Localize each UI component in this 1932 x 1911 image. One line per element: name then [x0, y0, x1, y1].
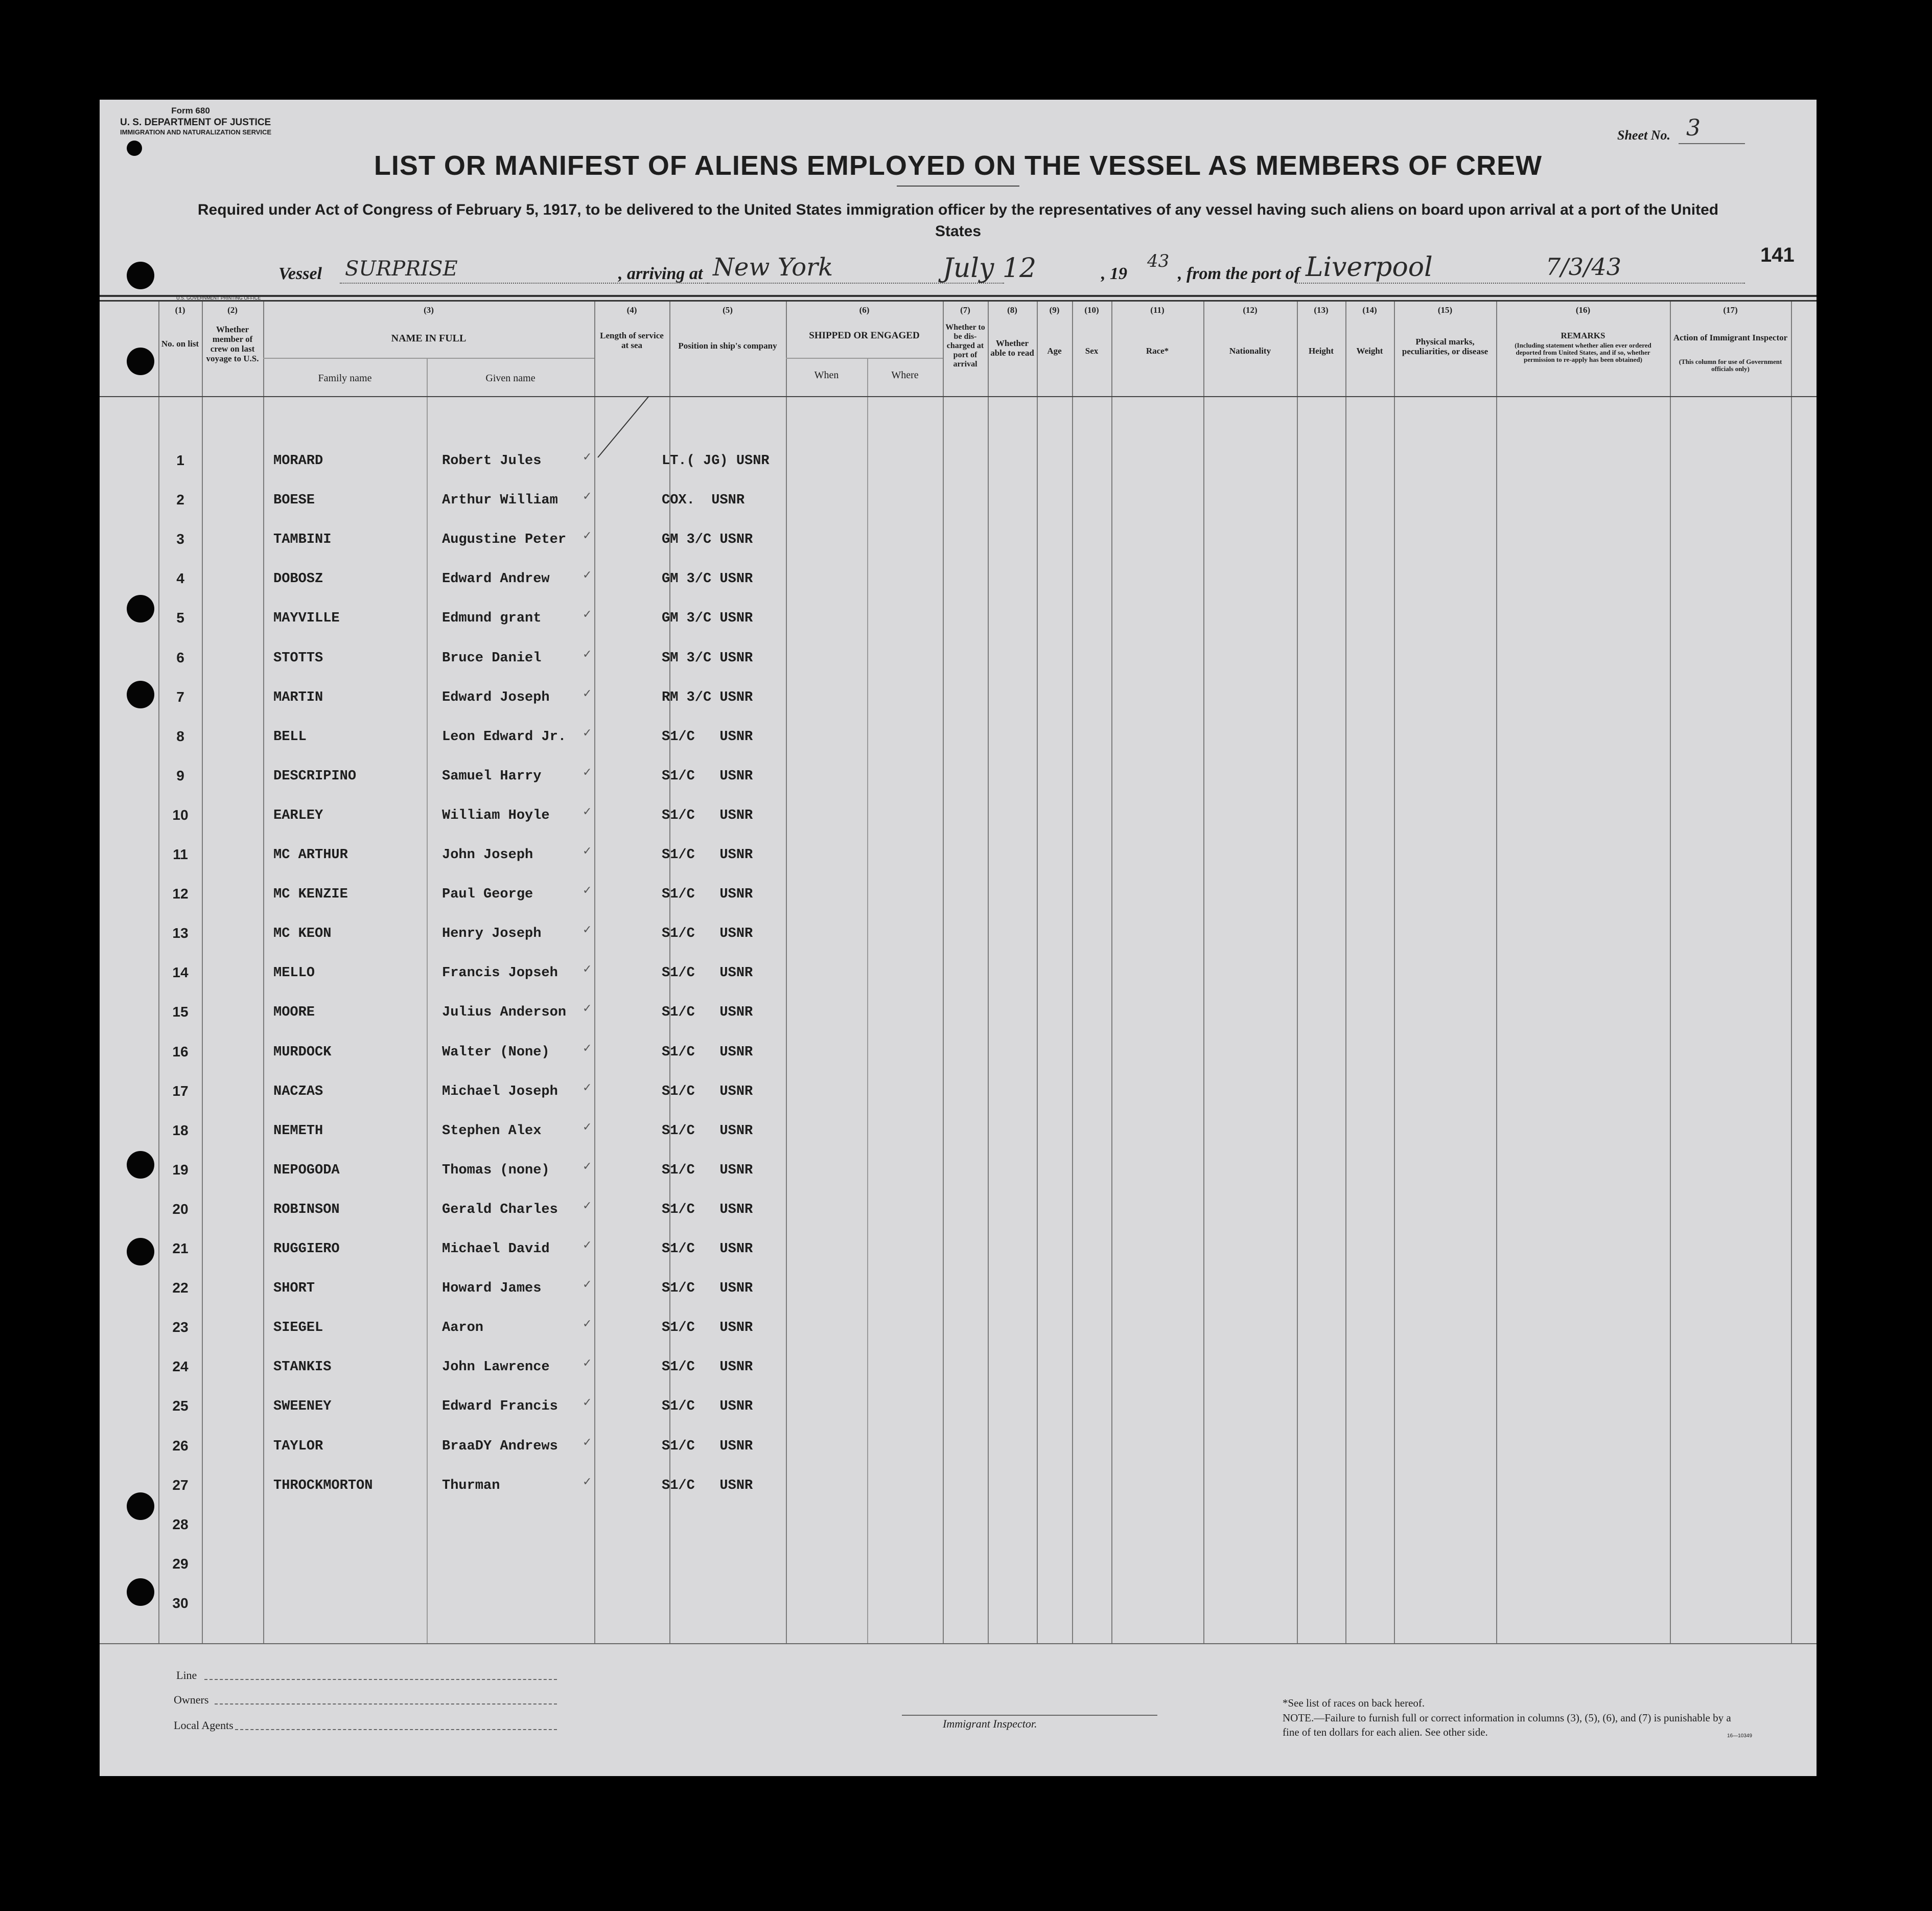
given-name: William Hoyle	[442, 808, 550, 823]
table-row	[100, 689, 1817, 709]
footer-race-note: *See list of races on back hereof.	[1283, 1697, 1425, 1709]
subheader-when: When	[814, 370, 839, 381]
table-row	[100, 1516, 1817, 1537]
given-name: Aaron	[442, 1320, 484, 1336]
col-header-discharged: Whether to be dis-charged at port of arrival	[945, 323, 985, 369]
col-num-16: (16)	[1575, 305, 1591, 315]
col-num-2: (2)	[227, 305, 238, 315]
family-name: MC KENZIE	[273, 887, 348, 902]
col-num-3: (3)	[424, 305, 434, 315]
row-number: 10	[172, 807, 189, 823]
col-num-10: (10)	[1084, 305, 1099, 315]
col-num-13: (13)	[1314, 305, 1329, 315]
row-number: 27	[172, 1477, 189, 1493]
given-name: Gerald Charles	[442, 1202, 558, 1217]
table-row	[100, 1595, 1817, 1616]
check-mark: ✓	[583, 844, 592, 857]
arriving-label: , arriving at	[618, 264, 703, 283]
binder-hole	[127, 595, 154, 623]
check-mark: ✓	[583, 568, 592, 581]
family-name: EARLEY	[273, 808, 323, 823]
col-header-weight: Weight	[1356, 346, 1383, 356]
col-header-race: Race*	[1146, 346, 1169, 356]
family-name: NEMETH	[273, 1123, 323, 1139]
given-name: Robert Jules	[442, 453, 542, 469]
family-name: SWEENEY	[273, 1399, 332, 1414]
arrival-year: 43	[1147, 251, 1170, 271]
table-row	[100, 728, 1817, 749]
table-row	[100, 570, 1817, 591]
row-number: 21	[172, 1240, 189, 1256]
table-row	[100, 886, 1817, 906]
col-header-service-length: Length of service at sea	[600, 331, 664, 350]
footer-owners-label: Owners	[174, 1693, 209, 1706]
row-number: 12	[172, 886, 189, 902]
given-name: Leon Edward Jr.	[442, 729, 567, 745]
check-mark: ✓	[583, 648, 592, 660]
arrival-port: New York	[713, 253, 833, 282]
form-number: Form 680	[171, 106, 210, 116]
given-name: John Joseph	[442, 847, 533, 863]
family-name: MELLO	[273, 965, 315, 981]
check-mark: ✓	[583, 1356, 592, 1369]
arrival-date: July 12	[943, 253, 1037, 284]
check-mark: ✓	[583, 923, 592, 936]
table-row	[100, 1280, 1817, 1300]
col-header-position: Position in ship's company	[678, 341, 777, 351]
table-row	[100, 650, 1817, 670]
family-name: MC KEON	[273, 926, 332, 941]
check-mark: ✓	[583, 1238, 592, 1251]
given-name: Francis Jopseh	[442, 965, 558, 981]
given-name: Michael David	[442, 1241, 550, 1257]
position: S1/C USNR	[662, 1005, 753, 1020]
binder-hole	[127, 262, 154, 289]
position: LT.( JG) USNR	[662, 453, 770, 469]
table-row	[100, 846, 1817, 867]
check-mark: ✓	[583, 1396, 592, 1409]
check-mark: ✓	[583, 529, 592, 542]
row-number: 9	[176, 768, 184, 784]
family-name: BELL	[273, 729, 307, 745]
given-name: Edmund grant	[442, 611, 542, 626]
col-header-sex: Sex	[1085, 346, 1099, 356]
table-row	[100, 807, 1817, 827]
row-number: 14	[172, 964, 189, 980]
position: SM 3/C USNR	[662, 651, 753, 666]
row-number: 25	[172, 1398, 189, 1414]
row-number: 22	[172, 1280, 189, 1296]
table-row	[100, 925, 1817, 946]
position: S1/C USNR	[662, 808, 753, 823]
row-number: 13	[172, 925, 189, 941]
col-num-6: (6)	[859, 305, 870, 315]
check-mark: ✓	[583, 884, 592, 896]
vessel-label: Vessel	[278, 264, 322, 283]
col-header-name: NAME IN FULL	[391, 333, 467, 344]
table-row	[100, 610, 1817, 630]
table-row	[100, 1122, 1817, 1143]
position: S1/C USNR	[662, 1123, 753, 1139]
col-num-4: (4)	[626, 305, 637, 315]
row-number: 28	[172, 1516, 189, 1532]
position: S1/C USNR	[662, 1045, 753, 1060]
check-mark: ✓	[583, 1475, 592, 1488]
given-name: Julius Anderson	[442, 1005, 567, 1020]
col-num-12: (12)	[1243, 305, 1258, 315]
table-row	[100, 1162, 1817, 1182]
given-name: Michael Joseph	[442, 1084, 558, 1099]
form-subtitle: Required under Act of Congress of February 5, 1917, to be delivered to the United States immigration officer by the representatives of any vessel having such aliens on board upon arrival at a port of the United States	[197, 201, 1719, 240]
subheader-given-name: Given name	[485, 373, 536, 384]
position: S1/C USNR	[662, 769, 753, 784]
department-name: U. S. DEPARTMENT OF JUSTICE	[120, 117, 271, 128]
given-name: Edward Joseph	[442, 690, 550, 705]
family-name: TAMBINI	[273, 532, 332, 547]
check-mark: ✓	[583, 1002, 592, 1015]
col-header-action: Action of Immigrant Inspector	[1673, 333, 1788, 342]
footer-agents-label: Local Agents	[174, 1719, 234, 1732]
service-name: IMMIGRATION AND NATURALIZATION SERVICE	[120, 128, 272, 136]
position: S1/C USNR	[662, 965, 753, 981]
check-mark: ✓	[583, 805, 592, 818]
row-number: 18	[172, 1122, 189, 1138]
position: S1/C USNR	[662, 729, 753, 745]
binder-hole	[127, 1238, 154, 1265]
row-number: 16	[172, 1044, 189, 1060]
table-row	[100, 1083, 1817, 1103]
binder-hole	[127, 681, 154, 708]
position: S1/C USNR	[662, 1439, 753, 1454]
subheader-family-name: Family name	[318, 373, 372, 384]
position: GM 3/C USNR	[662, 611, 753, 626]
family-name: MAYVILLE	[273, 611, 340, 626]
check-mark: ✓	[583, 766, 592, 778]
position: S1/C USNR	[662, 926, 753, 941]
family-name: DOBOSZ	[273, 571, 323, 587]
table-row	[100, 1356, 1817, 1379]
family-name: MARTIN	[273, 690, 323, 705]
table-row	[100, 1319, 1817, 1340]
footer-line-label: Line	[176, 1669, 197, 1682]
from-port-label: , from the port of	[1178, 264, 1300, 283]
col-header-action-note: (This column for use of Government officials only)	[1679, 358, 1782, 373]
col-header-number: No. on list	[161, 339, 199, 349]
position: S1/C USNR	[662, 1360, 753, 1375]
row-number: 5	[176, 610, 184, 626]
footer-inspector-label: Immigrant Inspector.	[943, 1717, 1037, 1730]
check-mark: ✓	[583, 1199, 592, 1212]
subheader-where: Where	[891, 370, 919, 381]
given-name: Bruce Daniel	[442, 651, 542, 666]
row-number: 3	[176, 531, 184, 547]
table-row	[100, 1044, 1817, 1064]
col-header-nationality: Nationality	[1229, 346, 1271, 356]
binder-hole	[127, 348, 154, 375]
position: S1/C USNR	[662, 847, 753, 863]
table-row	[100, 1477, 1817, 1498]
position: COX. USNR	[662, 493, 745, 508]
given-name: Arthur William	[442, 493, 558, 508]
col-header-read: Whether able to read	[990, 338, 1034, 358]
col-header-remarks: REMARKS	[1561, 331, 1605, 340]
given-name: Edward Andrew	[442, 571, 550, 587]
form-title: LIST OR MANIFEST OF ALIENS EMPLOYED ON THE VESSEL AS MEMBERS OF CREW	[374, 150, 1543, 181]
check-mark: ✓	[583, 1081, 592, 1094]
position: S1/C USNR	[662, 887, 753, 902]
family-name: MURDOCK	[273, 1045, 332, 1060]
table-row	[100, 492, 1817, 512]
check-mark: ✓	[583, 608, 592, 620]
position: S1/C USNR	[662, 1281, 753, 1296]
row-number: 29	[172, 1556, 189, 1572]
binder-hole	[127, 1151, 154, 1179]
manifest-sheet	[100, 100, 1817, 1776]
table-row	[100, 1201, 1817, 1222]
departure-date: 7/3/43	[1546, 253, 1622, 281]
table-row	[100, 964, 1817, 985]
sheet-label: Sheet No.	[1617, 128, 1670, 143]
row-number: 8	[176, 728, 184, 744]
family-name: DESCRIPINO	[273, 769, 357, 784]
family-name: THROCKMORTON	[273, 1478, 373, 1493]
row-number: 26	[172, 1438, 189, 1454]
row-number: 23	[172, 1319, 189, 1335]
row-number: 30	[172, 1595, 189, 1611]
col-header-age: Age	[1047, 346, 1062, 356]
printer-note: U.S. GOVERNMENT PRINTING OFFICE	[176, 295, 261, 301]
binder-hole	[127, 141, 142, 156]
form-code: 16—10349	[1727, 1733, 1752, 1739]
departure-port: Liverpool	[1306, 252, 1433, 283]
given-name: Paul George	[442, 887, 533, 902]
binder-hole	[127, 1578, 154, 1606]
check-mark: ✓	[583, 962, 592, 975]
check-mark: ✓	[583, 1160, 592, 1172]
row-number: 19	[172, 1162, 189, 1178]
check-mark: ✓	[583, 450, 592, 463]
family-name: NACZAS	[273, 1084, 323, 1099]
vessel-name: SURPRISE	[345, 257, 458, 281]
table-row	[100, 531, 1817, 551]
given-name: Howard James	[442, 1281, 542, 1296]
row-number: 2	[176, 492, 184, 508]
table-row	[100, 1240, 1817, 1261]
family-name: STANKIS	[273, 1360, 332, 1375]
check-mark: ✓	[583, 726, 592, 739]
given-name: Samuel Harry	[442, 769, 542, 784]
col-num-5: (5)	[723, 305, 733, 315]
family-name: SHORT	[273, 1281, 315, 1296]
family-name: MORARD	[273, 453, 323, 469]
given-name: Thurman	[442, 1478, 500, 1493]
family-name: ROBINSON	[273, 1202, 340, 1217]
check-mark: ✓	[583, 490, 592, 502]
check-mark: ✓	[583, 1042, 592, 1054]
family-name: MOORE	[273, 1005, 315, 1020]
col-num-11: (11)	[1150, 305, 1165, 315]
footer-note: NOTE.—Failure to furnish full or correct information in columns (3), (5), (6), and (7) is punishable by a fine of ten dollars for each alien. See other side.	[1283, 1712, 1731, 1738]
col-num-15: (15)	[1437, 305, 1453, 315]
given-name: Thomas (none)	[442, 1163, 550, 1178]
check-mark: ✓	[583, 1120, 592, 1133]
sheet-number: 3	[1686, 115, 1701, 141]
row-number: 4	[176, 570, 184, 586]
given-name: John Lawrence	[442, 1360, 550, 1375]
row-number: 17	[172, 1083, 189, 1099]
year-prefix: , 19	[1101, 264, 1127, 283]
binder-hole	[127, 1492, 154, 1520]
row-number: 11	[173, 846, 188, 862]
position: S1/C USNR	[662, 1399, 753, 1414]
row-number: 1	[176, 452, 184, 468]
col-num-17: (17)	[1723, 305, 1738, 315]
given-name: Augustine Peter	[442, 532, 567, 547]
position: S1/C USNR	[662, 1478, 753, 1493]
given-name: BraaDY Andrews	[442, 1439, 558, 1454]
table-row	[100, 1004, 1817, 1024]
family-name: MC ARTHUR	[273, 847, 348, 863]
position: S1/C USNR	[662, 1202, 753, 1217]
col-header-physical: Physical marks, peculiarities, or disease	[1402, 337, 1488, 356]
page-number: 141	[1760, 244, 1795, 266]
col-num-7: (7)	[960, 305, 970, 315]
table-row	[100, 452, 1817, 473]
family-name: SIEGEL	[273, 1320, 323, 1336]
col-header-last-voyage: Whether member of crew on last voyage to U.S.	[206, 325, 259, 363]
given-name: Walter (None)	[442, 1045, 550, 1060]
table-row	[100, 1438, 1817, 1458]
position: GM 3/C USNR	[662, 571, 753, 587]
family-name: RUGGIERO	[273, 1241, 340, 1257]
family-name: STOTTS	[273, 651, 323, 666]
table-row	[100, 1398, 1817, 1418]
given-name: Henry Joseph	[442, 926, 542, 941]
row-number: 15	[172, 1004, 189, 1020]
col-header-remarks-note: (Including statement whether alien ever ordered deported from United States, and if so, whether permission to re-apply has been obtained)	[1515, 341, 1651, 363]
check-mark: ✓	[583, 1436, 592, 1448]
col-num-8: (8)	[1007, 305, 1017, 315]
col-num-1: (1)	[175, 305, 185, 315]
family-name: BOESE	[273, 493, 315, 508]
check-mark: ✓	[583, 687, 592, 700]
row-number: 20	[172, 1201, 189, 1217]
row-number: 24	[172, 1359, 189, 1374]
check-mark: ✓	[583, 1317, 592, 1330]
check-mark: ✓	[583, 1278, 592, 1291]
family-name: NEPOGODA	[273, 1163, 340, 1178]
row-number: 7	[176, 689, 184, 705]
col-header-height: Height	[1308, 346, 1334, 356]
col-header-shipped: SHIPPED OR ENGAGED	[809, 330, 920, 341]
given-name: Edward Francis	[442, 1399, 558, 1414]
table-row	[100, 768, 1817, 788]
position: RM 3/C USNR	[662, 690, 753, 705]
table-row	[100, 1556, 1817, 1576]
given-name: Stephen Alex	[442, 1123, 542, 1139]
row-number: 6	[176, 650, 184, 665]
position: S1/C USNR	[662, 1241, 753, 1257]
col-num-9: (9)	[1049, 305, 1060, 315]
position: GM 3/C USNR	[662, 532, 753, 547]
col-num-14: (14)	[1362, 305, 1377, 315]
position: S1/C USNR	[662, 1163, 753, 1178]
position: S1/C USNR	[662, 1320, 753, 1336]
checkmark-column-svg	[593, 396, 654, 1623]
position: S1/C USNR	[662, 1084, 753, 1099]
family-name: TAYLOR	[273, 1439, 323, 1454]
